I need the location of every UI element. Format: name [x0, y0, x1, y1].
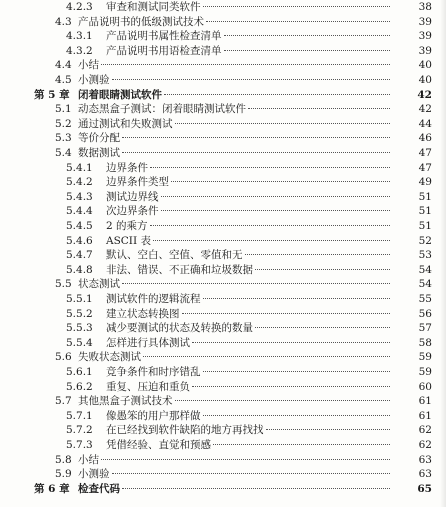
toc-entry-number: 5.4.3	[66, 190, 93, 203]
toc-page-number: 51	[418, 205, 432, 218]
toc-entry-number: 5.5.4	[66, 336, 93, 349]
toc-dot-leader	[245, 254, 391, 255]
toc-page-number: 53	[418, 249, 432, 262]
toc-entry-number: 5.7.3	[66, 439, 93, 451]
toc-entry-title: 次边界条件	[106, 205, 159, 218]
toc-entry-number: 4.3.1	[66, 30, 93, 43]
toc-entry-title: ASCII 表	[106, 234, 151, 247]
toc-entry-title: 产品说明书的低级测试技术	[78, 15, 204, 28]
toc-entry-title: 审查和测试同类软件	[106, 1, 201, 13]
toc-page-number: 40	[418, 74, 432, 86]
toc-dot-leader	[266, 429, 391, 430]
toc-page-number: 54	[418, 263, 432, 276]
toc-page-number: 52	[418, 234, 432, 247]
toc-entry-title: 失败状态测试	[78, 351, 141, 364]
toc-dot-leader	[192, 386, 390, 387]
toc-dot-leader	[150, 225, 390, 226]
toc-page-number: 42	[418, 103, 432, 116]
toc-page-number: 54	[418, 278, 432, 291]
toc-dot-leader	[255, 327, 390, 328]
toc-entry-title: 建立状态转换图	[106, 307, 180, 320]
toc-entry-title: 怎样进行具体测试	[106, 336, 190, 349]
toc-entry-number: 5.4.8	[66, 263, 93, 276]
toc-entry-title: 小测验	[78, 74, 110, 86]
toc-page-number: 63	[418, 453, 432, 466]
toc-entry-number: 5.4.4	[66, 205, 93, 218]
toc-page-number: 40	[418, 59, 432, 72]
toc-dot-leader	[175, 400, 391, 401]
toc-entry-number: 5.6	[55, 351, 72, 364]
toc-dot-leader	[101, 64, 390, 65]
toc-entry-number: 4.3.2	[66, 44, 93, 57]
toc-dot-leader	[143, 356, 390, 357]
toc-entry-title: 小测验	[78, 468, 110, 481]
toc-dot-leader	[203, 6, 391, 7]
toc-entry-title: 产品说明书用语检查清单	[106, 44, 222, 57]
toc-page-number: 46	[418, 132, 432, 145]
toc-entry-title: 测试边界线	[106, 190, 159, 203]
toc-entry-title: 状态测试	[78, 278, 120, 291]
toc-entry-title: 减少要测试的状态及转换的数量	[106, 322, 253, 335]
toc-entry-title: 数据测试	[78, 147, 120, 159]
toc-dot-leader	[175, 123, 391, 124]
toc-entry-number: 5.7.2	[66, 424, 93, 437]
page-edge-shadow	[440, 0, 446, 507]
toc-entry-title: 非法、错误、不正确和垃圾数据	[106, 263, 253, 276]
toc-dot-leader	[101, 459, 390, 460]
toc-entry-title: 动态黑盒子测试：闭着眼睛测试软件	[78, 103, 246, 116]
toc-dot-leader	[150, 167, 390, 168]
toc-entry-title: 其他黑盒子测试技术	[78, 395, 173, 408]
toc-entry-number: 5.4.5	[66, 220, 93, 232]
toc-entry-number: 5.5.2	[66, 307, 93, 320]
toc-dot-leader	[122, 488, 390, 489]
toc-entry-title: 在已经找到软件缺陷的地方再找找	[106, 424, 264, 437]
toc-entry-title: 默认、空白、空值、零值和无	[106, 249, 243, 262]
toc-page-number: 49	[418, 176, 432, 189]
toc-page-number: 51	[418, 220, 432, 232]
toc-entry-title: 检查代码	[78, 482, 120, 495]
toc-dot-leader	[112, 473, 391, 474]
toc-entry-number: 5.6.1	[66, 366, 93, 378]
toc-page-number: 57	[418, 322, 432, 335]
toc-entry-number: 5.9	[55, 468, 72, 481]
toc-entry-number: 5.4	[55, 147, 72, 159]
toc-entry-title: 2 的乘方	[106, 220, 148, 232]
toc-entry-number: 5.7.1	[66, 409, 93, 422]
toc-page-number: 39	[418, 15, 432, 28]
toc-dot-leader	[248, 108, 390, 109]
toc-entry-number: 5.4.2	[66, 176, 93, 189]
toc-entry-number: 5.5.1	[66, 293, 93, 305]
toc-entry-title: 闭着眼睛测试软件	[78, 88, 162, 101]
toc-page-number: 38	[418, 1, 432, 13]
toc-entry-number: 5.6.2	[66, 380, 93, 393]
toc-entry-number: 第 6 章	[34, 482, 70, 495]
toc-entry-number: 5.4.7	[66, 249, 93, 262]
toc-dot-leader	[153, 240, 390, 241]
toc-entry-number: 4.4	[55, 59, 72, 72]
toc-entry-number: 5.3	[55, 132, 72, 145]
toc-entry-number: 5.2	[55, 117, 72, 130]
toc-page-number: 59	[418, 351, 432, 364]
toc-entry-title: 像愚笨的用户那样做	[106, 409, 201, 422]
toc-dot-leader	[182, 313, 391, 314]
toc-entry-number: 4.5	[55, 74, 72, 86]
toc-entry-title: 小结	[78, 59, 99, 72]
toc-page-number: 55	[418, 293, 432, 305]
toc-dot-leader	[192, 342, 390, 343]
toc-page-number: 62	[418, 439, 432, 451]
toc-entry-number: 5.4.1	[66, 161, 93, 174]
toc-chapter-row	[0, 480, 446, 498]
toc-page-number: 59	[418, 366, 432, 378]
toc-dot-leader	[122, 283, 390, 284]
toc-page-number: 61	[418, 409, 432, 422]
toc-entry-title: 竞争条件和时序错乱	[106, 366, 201, 378]
toc-page-number: 56	[418, 307, 432, 320]
toc-page-number: 47	[418, 147, 432, 159]
toc-page-number: 44	[418, 117, 432, 130]
toc-entry-title: 小结	[78, 453, 99, 466]
toc-page-number: 60	[418, 380, 432, 393]
toc-page-number: 61	[418, 395, 432, 408]
toc-dot-leader	[122, 152, 390, 153]
toc-entry-title: 边界条件	[106, 161, 148, 174]
toc-entry-title: 产品说明书属性检查清单	[106, 30, 222, 43]
toc-dot-leader	[122, 137, 390, 138]
toc-entry-number: 4.3	[55, 15, 72, 28]
toc-entry-title: 边界条件类型	[106, 176, 169, 189]
toc-dot-leader	[203, 415, 391, 416]
toc-entry-number: 5.5	[55, 278, 72, 291]
toc-dot-leader	[171, 181, 390, 182]
toc-dot-leader	[112, 79, 391, 80]
toc-entry-number: 5.8	[55, 453, 72, 466]
toc-entry-number: 5.7	[55, 395, 72, 408]
toc-page-number: 58	[418, 336, 432, 349]
toc-dot-leader	[206, 21, 390, 22]
toc-page-number: 47	[418, 161, 432, 174]
toc-page-number: 42	[417, 88, 432, 101]
toc-entry-title: 等价分配	[78, 132, 120, 145]
toc-entry-number: 5.5.3	[66, 322, 93, 335]
toc-dot-leader	[164, 94, 390, 95]
toc-entry-title: 通过测试和失败测试	[78, 117, 173, 130]
toc-entry-title: 测试软件的逻辑流程	[106, 293, 201, 305]
toc-entry-title-group	[78, 480, 392, 498]
toc-page-number: 62	[418, 424, 432, 437]
toc-page-number: 39	[418, 44, 432, 57]
toc-entry-title: 重复、压迫和重负	[106, 380, 190, 393]
toc-page-number: 65	[417, 482, 432, 495]
toc-dot-leader	[203, 371, 391, 372]
toc-entry-number: 5.1	[55, 103, 72, 116]
toc-page-number: 63	[418, 468, 432, 481]
toc-entry-number: 4.2.3	[66, 1, 93, 13]
toc-dot-leader	[161, 196, 391, 197]
toc-dot-leader	[203, 298, 391, 299]
toc-dot-leader	[213, 444, 390, 445]
toc-dot-leader	[255, 269, 390, 270]
toc-dot-leader	[224, 35, 391, 36]
toc-dot-leader	[224, 50, 391, 51]
toc-entry-number: 5.4.6	[66, 234, 93, 247]
toc-page-number: 51	[418, 190, 432, 203]
toc-entry-title: 凭借经验、直觉和预感	[106, 439, 211, 451]
toc-entry-number: 第 5 章	[34, 88, 70, 101]
toc-page-number: 39	[418, 30, 432, 43]
toc-dot-leader	[161, 210, 391, 211]
